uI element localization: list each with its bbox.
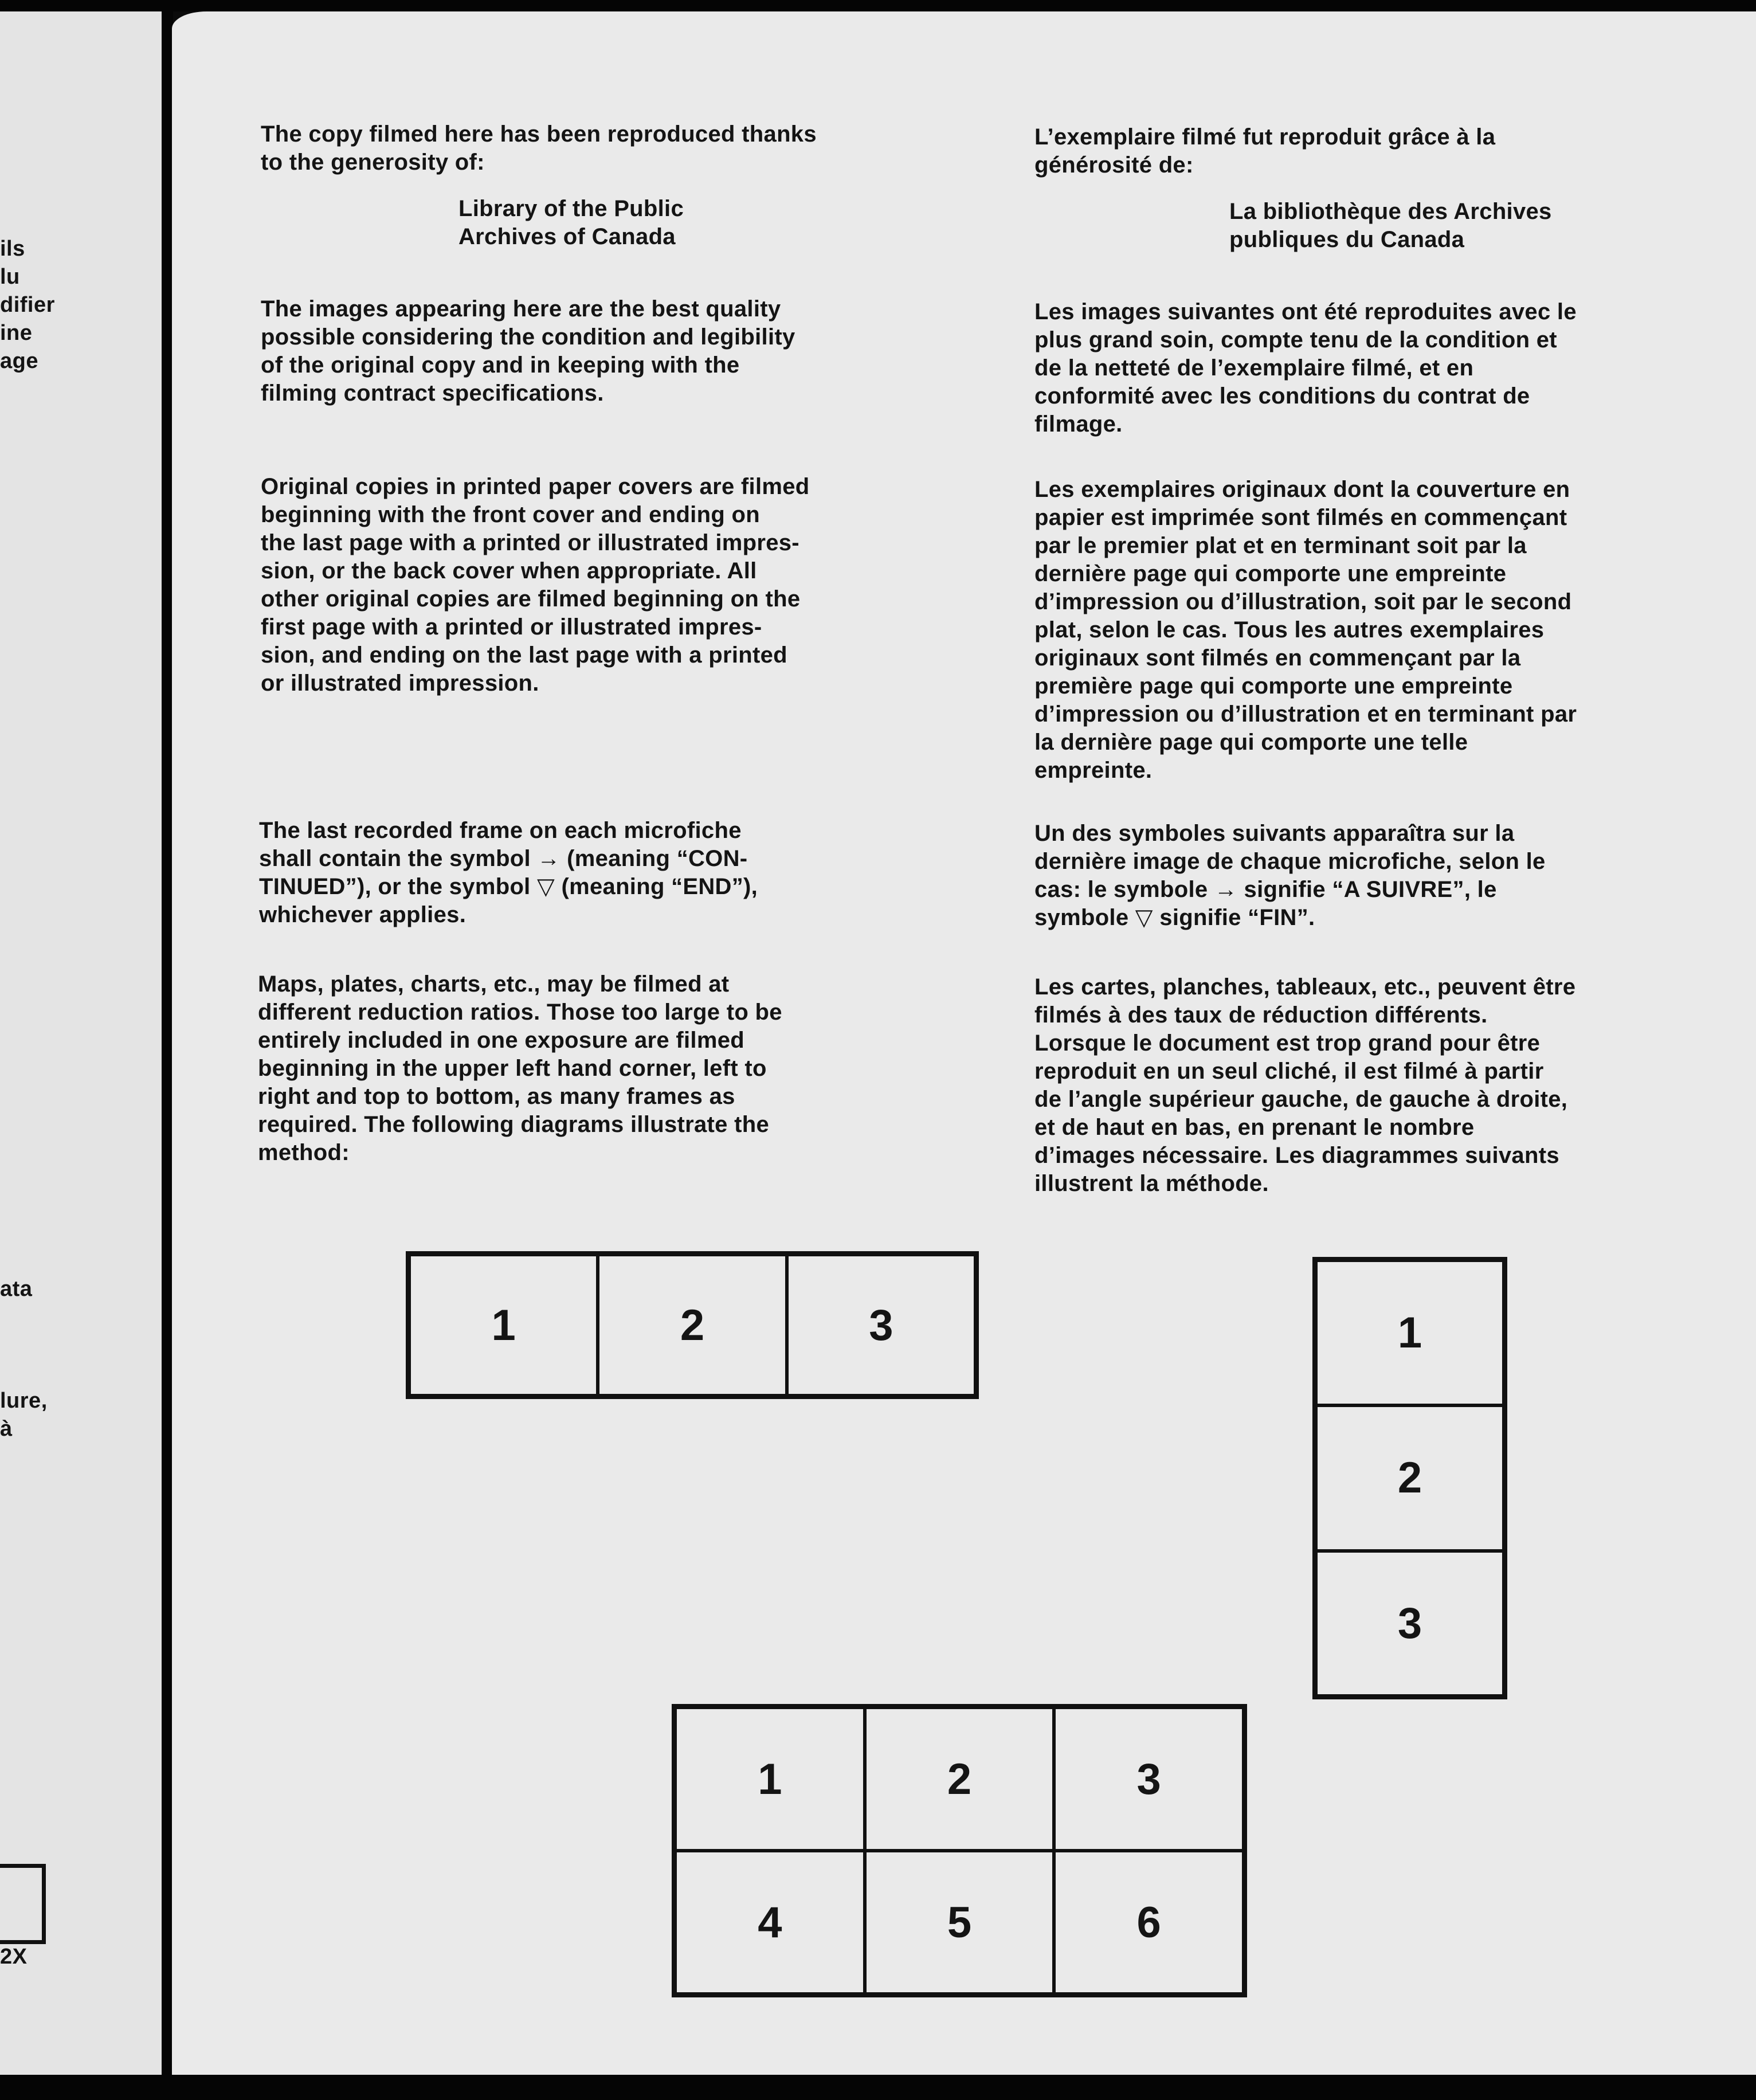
english-maps-note: Maps, plates, charts, etc., may be filmed at different reduction ratios. Those too large to be entirely included in one exposure are filmed beginning in the upper left hand corner, left to right and top to bottom, as many frames as required. The following diagrams illustrate the method:	[258, 971, 782, 1165]
english-quality-note: The images appearing here are the best quality possible considering the condition and legibility of the original copy and in keeping with the filming contract specifications.	[261, 296, 795, 406]
left-fragment: lure,	[0, 1389, 48, 1413]
top-border	[0, 0, 1756, 11]
left-fragment: ine	[0, 321, 33, 345]
frame-cell: 5	[865, 1851, 1055, 1994]
french-quality-note: Les images suivantes ont été reproduites avec le plus grand soin, compte tenu de la condition et de la netteté de l’exemplaire filmé, et en conformité avec les conditions du contrat de filmage.	[1034, 299, 1577, 437]
english-library-name: Library of the Public Archives of Canada	[458, 196, 684, 249]
english-credit: The copy filmed here has been reproduced thanks to the generosity of:	[261, 122, 817, 175]
frame-cell: 1	[1316, 1260, 1504, 1405]
frame-cell: 2	[1316, 1405, 1504, 1550]
frame-cell: 4	[675, 1851, 865, 1994]
horizontal-frame-diagram	[406, 1251, 979, 1399]
french-originals-note: Les exemplaires originaux dont la couverture en papier est imprimée sont filmés en commençant par le premier plat et en terminant soit par la dernière page qui comporte une empreinte d’impression ou d’illustration, soit par le second plat, selon le cas. Tous les autres exemplaires originaux sont filmés en commençant par la première page qui comporte une empreinte d’impression ou d’illustration et en terminant par la dernière page qui comporte une telle empreinte.	[1034, 477, 1577, 783]
frame-cell: 6	[1054, 1851, 1244, 1994]
binding-gutter	[162, 0, 173, 2100]
left-fragment: age	[0, 349, 38, 373]
frame-cell: 3	[1316, 1551, 1504, 1696]
frame-cell: 1	[409, 1255, 598, 1396]
left-fragment: ata	[0, 1277, 33, 1301]
vertical-frame-diagram	[1312, 1257, 1507, 1699]
left-fragment: difier	[0, 293, 55, 317]
frame-cell: 2	[865, 1707, 1055, 1851]
french-credit: L’exemplaire filmé fut reproduit grâce à la générosité de:	[1034, 124, 1496, 178]
left-fragment: lu	[0, 265, 20, 289]
frame-cell: 3	[787, 1255, 975, 1396]
french-library-name: La bibliothèque des Archives publiques du Canada	[1229, 199, 1552, 252]
filming-notice-page	[172, 11, 1756, 2075]
frame-cell: 2	[598, 1255, 786, 1396]
english-originals-note: Original copies in printed paper covers are filmed beginning with the front cover and ending on the last page with a printed or illustrated impres- sion, or the back cover when appropriate. All other original copies are filmed beginning on the first page with a printed or illustrated impres- sion, and ending on the last page with a printed or illustrated impression.	[261, 474, 810, 696]
target-box-fragment	[0, 1864, 46, 1944]
french-symbols-note: Un des symboles suivants apparaîtra sur la dernière image de chaque microfiche, selon le cas: le symbole → signifie “A SUIVRE”, le symbole ▽ signifie “FIN”.	[1034, 821, 1546, 930]
grid-frame-diagram	[672, 1704, 1247, 1997]
left-fragment: à	[0, 1417, 13, 1441]
frame-cell: 1	[675, 1707, 865, 1851]
adjacent-page-strip	[0, 0, 162, 2100]
english-symbols-note: The last recorded frame on each microfiche shall contain the symbol → (meaning “CON- TINUED”), or the symbol ▽ (meaning “END”), whichever applies.	[259, 818, 758, 927]
left-fragment: ils	[0, 237, 25, 261]
reduction-label: 2X	[0, 1945, 28, 1969]
frame-cell: 3	[1054, 1707, 1244, 1851]
french-maps-note: Les cartes, planches, tableaux, etc., peuvent être filmés à des taux de réduction différents. Lorsque le document est trop grand pour être reproduit en un seul cliché, il est filmé à partir de l’angle supérieur gauche, de gauche à droite, et de haut en bas, en prenant le nombre d’images nécessaire. Les diagrammes suivants illustrent la méthode.	[1034, 974, 1576, 1196]
bottom-border	[0, 2075, 1756, 2100]
